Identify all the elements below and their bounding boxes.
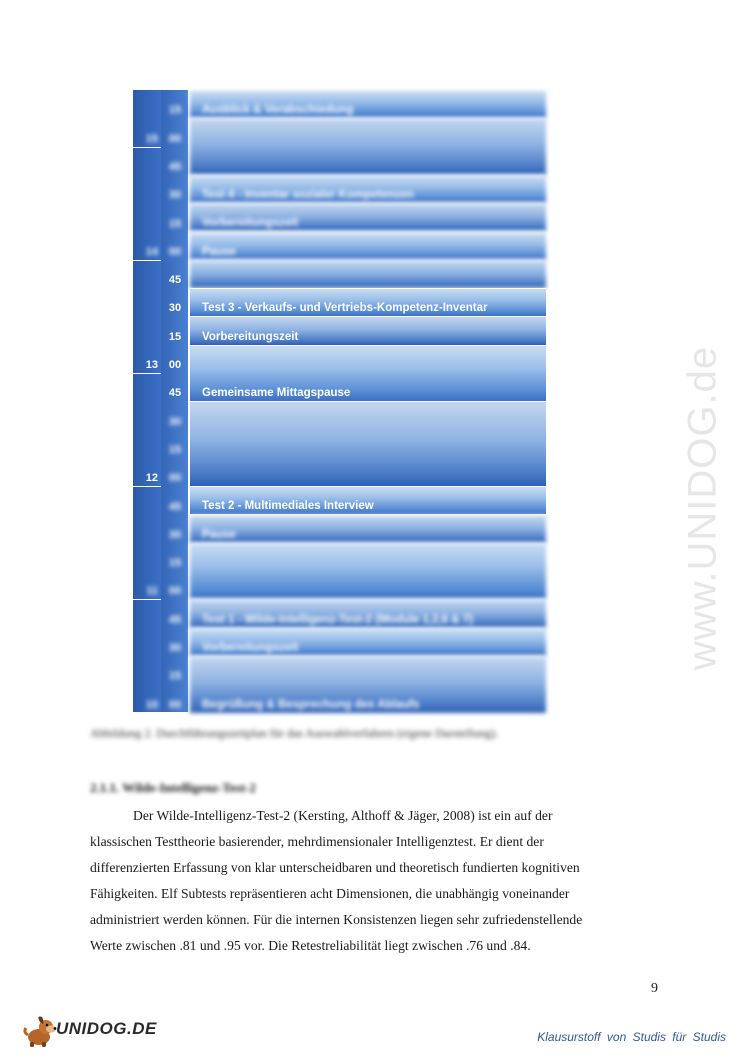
schedule-block [190, 232, 546, 260]
schedule-block [190, 118, 546, 175]
body-line: differenzierten Erfassung von klar unterscheidbaren und theoretisch fundierten kognitiven [90, 860, 580, 875]
schedule-block-label: Vorbereitungszeit [202, 641, 299, 654]
minute-label: 00 [168, 132, 182, 145]
minute-label: 45 [168, 160, 182, 173]
body-line: administriert werden können. Für die internen Konsistenzen liegen sehr zufriedenstellende [90, 912, 583, 927]
hour-label: 11 [146, 585, 158, 598]
minute-label: 15 [168, 104, 182, 117]
minute-label: 30 [168, 415, 182, 428]
hour-divider [133, 373, 161, 374]
schedule-block-label: Test 3 - Verkaufs- und Vertriebs-Kompetenz-Inventar [202, 302, 488, 315]
schedule-block [190, 175, 546, 203]
body-line: klassischen Testtheorie basierender, mehrdimensionaler Intelligenztest. Er dient der [90, 834, 544, 849]
minute-label: 30 [168, 528, 182, 541]
minute-label: 00 [168, 472, 182, 485]
schedule-block-label: Ausblick & Verabschiedung [202, 104, 354, 117]
minute-label: 00 [168, 245, 182, 258]
schedule-figure [133, 90, 546, 712]
hour-divider [133, 147, 161, 148]
minute-label: 15 [168, 443, 182, 456]
schedule-block [190, 90, 546, 118]
watermark: www.UNIDOG.de [680, 345, 725, 671]
hour-divider [133, 713, 161, 714]
body-paragraph [90, 803, 670, 959]
minute-label: 45 [168, 387, 182, 400]
logo-text: UNIDOG.DE [56, 1019, 157, 1038]
footer-tagline: Klausurstoff von Studis für Studis [537, 1030, 726, 1044]
schedule-block-label: Pause [202, 245, 236, 258]
schedule-block-label: Gemeinsame Mittagspause [202, 387, 351, 400]
hour-divider [133, 260, 161, 261]
unidog-logo[interactable] [22, 1013, 172, 1049]
minute-label: 30 [168, 642, 182, 654]
schedule-block [190, 203, 546, 231]
schedule-block-label: Test 4 - Inventar sozialer Kompetenzen [202, 189, 414, 202]
schedule-block [190, 401, 546, 486]
minute-label: 15 [168, 670, 182, 683]
schedule-block [190, 599, 546, 627]
schedule-block [190, 486, 546, 514]
hour-column [133, 90, 161, 712]
body-line: Fähigkeiten. Elf Subtests repräsentieren acht Dimensionen, die unabhängig voneinander [90, 886, 570, 901]
hour-label: 12 [145, 472, 158, 485]
schedule-block [190, 656, 546, 713]
schedule-block [190, 260, 546, 288]
schedule-block [190, 316, 546, 344]
schedule-block-label: Pause [202, 528, 236, 541]
schedule-block-label: Test 1 - Wilde-Intelligenz-Test-2 (Module 1,2,6 & 7) [202, 613, 474, 626]
schedule-block [190, 288, 546, 316]
minute-label: 45 [168, 613, 182, 626]
schedule-block-label: Begrüßung & Besprechung des Ablaufs [202, 698, 420, 711]
body-line: Werte zwischen .81 und .95 vor. Die Retestreliabilität liegt zwischen .76 und .84. [90, 938, 531, 953]
minute-label: 15 [168, 557, 182, 570]
minute-label: 30 [168, 189, 182, 202]
hour-label: 10 [145, 698, 158, 711]
section-heading: 2.1.1. Wilde-Intelligenz-Test-2 [90, 780, 256, 795]
minute-label: 00 [168, 359, 182, 371]
hour-label: 14 [145, 245, 158, 258]
schedule-block [190, 515, 546, 543]
minute-label: 15 [168, 330, 182, 343]
hour-divider [133, 486, 161, 487]
figure-caption: Abbildung 2. Durchführungszeitplan für das Auswahlverfahren (eigene Darstellung). [90, 726, 499, 740]
hour-label: 13 [145, 359, 158, 371]
schedule-block [190, 345, 546, 402]
page-number: 9 [651, 981, 658, 996]
schedule-block-label: Vorbereitungszeit [202, 217, 299, 230]
hour-label: 15 [145, 132, 158, 145]
minute-label: 45 [168, 274, 182, 287]
minute-label: 45 [168, 500, 182, 513]
schedule-block-label: Vorbereitungszeit [202, 330, 299, 343]
hour-divider [133, 599, 161, 600]
minute-label: 00 [168, 698, 182, 711]
minute-label: 30 [168, 302, 182, 315]
schedule-block [190, 628, 546, 656]
minute-label: 00 [168, 585, 182, 598]
body-line: Der Wilde-Intelligenz-Test-2 (Kersting, Althoff & Jäger, 2008) ist ein auf der [133, 808, 553, 823]
minute-label: 15 [168, 217, 182, 230]
schedule-block-label: Test 2 - Multimediales Interview [202, 500, 374, 513]
schedule-block [190, 543, 546, 600]
